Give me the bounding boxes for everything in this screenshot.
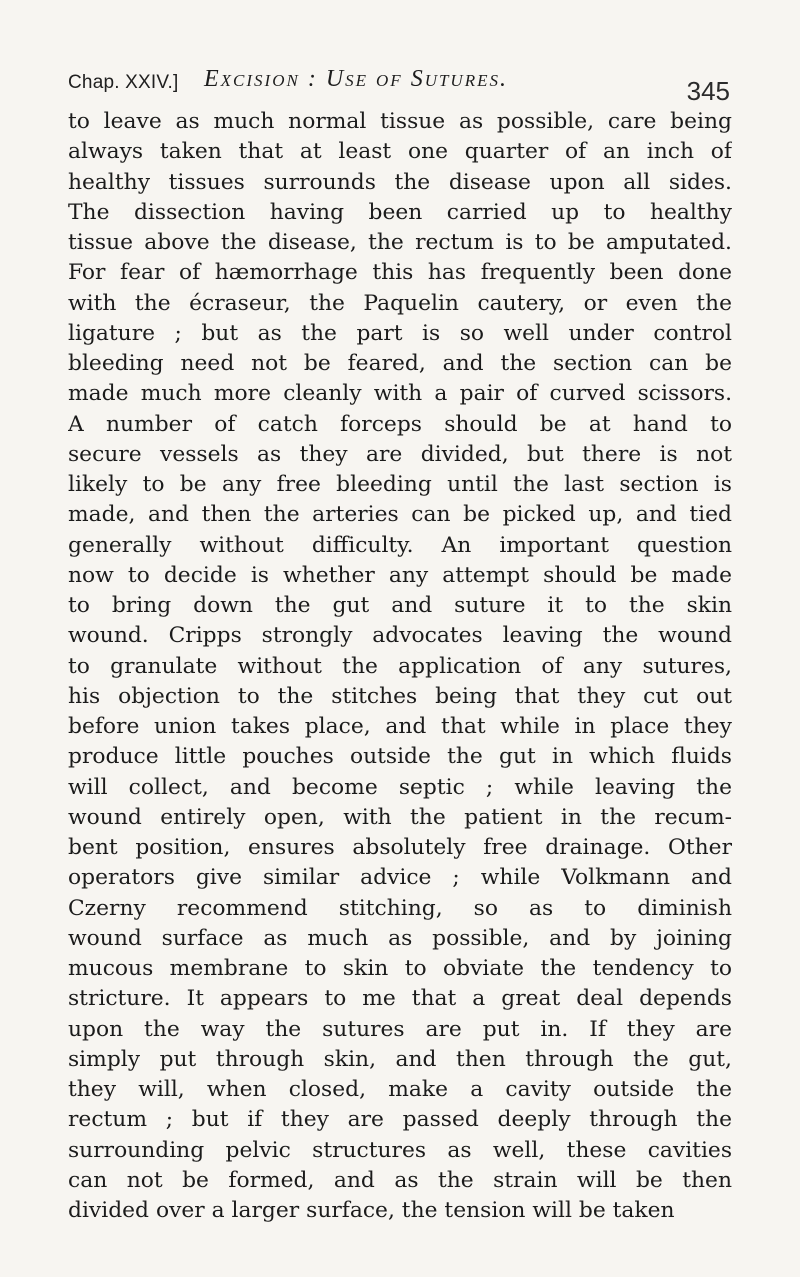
body-text <box>68 107 732 1226</box>
text-line: rectum ; but if they are passed deeply through the <box>68 1107 732 1133</box>
text-line: made much more cleanly with a pair of curved scissors. <box>68 381 732 407</box>
text-line: divided over a larger surface, the tension will be taken <box>68 1198 675 1223</box>
text-line: generally without difficulty. An important question <box>68 532 732 558</box>
text-line: stricture. It appears to me that a great deal depends <box>68 986 732 1012</box>
text-line: will collect, and become septic ; while leaving the <box>68 774 732 800</box>
text-line: wound entirely open, with the patient in the recum- <box>68 804 732 830</box>
text-line: secure vessels as they are divided, but there is not <box>68 441 732 467</box>
text-line: to leave as much normal tissue as possible, care being <box>68 109 732 134</box>
text-line: produce little pouches outside the gut in which fluids <box>68 744 732 770</box>
text-line: mucous membrane to skin to obviate the tendency to <box>68 956 732 981</box>
text-line: they will, when closed, make a cavity outside the <box>68 1077 732 1102</box>
text-line: with the écraseur, the Paquelin cautery, or even the <box>68 290 732 316</box>
text-line: ligature ; but as the part is so well under control <box>68 320 732 346</box>
text-line: For fear of hæmorrhage this has frequently been done <box>68 260 732 286</box>
text-line: bleeding need not be feared, and the section can be <box>68 351 732 376</box>
text-line: to bring down the gut and suture it to the skin <box>68 593 732 618</box>
text-line: made, and then the arteries can be picked up, and tied <box>68 502 732 528</box>
text-line: now to decide is whether any attempt should be made <box>68 562 732 588</box>
running-header <box>68 66 730 112</box>
text-line: simply put through skin, and then through the gut, <box>68 1046 732 1072</box>
text-line: tissue above the disease, the rectum is to be amputated. <box>68 230 732 255</box>
text-line: bent position, ensures absolutely free drainage. Other <box>68 835 732 860</box>
text-line: always taken that at least one quarter of an inch of <box>68 139 732 165</box>
running-title: Excision : Use of Sutures. <box>204 66 508 92</box>
text-line: The dissection having been carried up to healthy <box>68 199 732 225</box>
text-line: wound surface as much as possible, and by joining <box>68 925 732 951</box>
text-line: before union takes place, and that while in place they <box>68 714 732 739</box>
text-line: likely to be any free bleeding until the last section is <box>68 472 732 497</box>
text-line: operators give similar advice ; while Volkmann and <box>68 865 732 891</box>
text-line: his objection to the stitches being that they cut out <box>68 683 732 709</box>
text-line: healthy tissues surrounds the disease upon all sides. <box>68 169 732 195</box>
text-line: surrounding pelvic structures as well, these cavities <box>68 1137 732 1163</box>
page-number: 345 <box>686 76 730 106</box>
text-line: can not be formed, and as the strain will be then <box>68 1167 732 1193</box>
text-line: to granulate without the application of any sutures, <box>68 653 732 679</box>
text-line: wound. Cripps strongly advocates leaving the wound <box>68 623 732 649</box>
text-line: upon the way the sutures are put in. If they are <box>68 1016 732 1042</box>
text-line: A number of catch forceps should be at hand to <box>68 411 732 437</box>
chapter-label: Chap. XXIV.] <box>68 72 179 93</box>
text-line: Czerny recommend stitching, so as to diminish <box>68 895 732 921</box>
